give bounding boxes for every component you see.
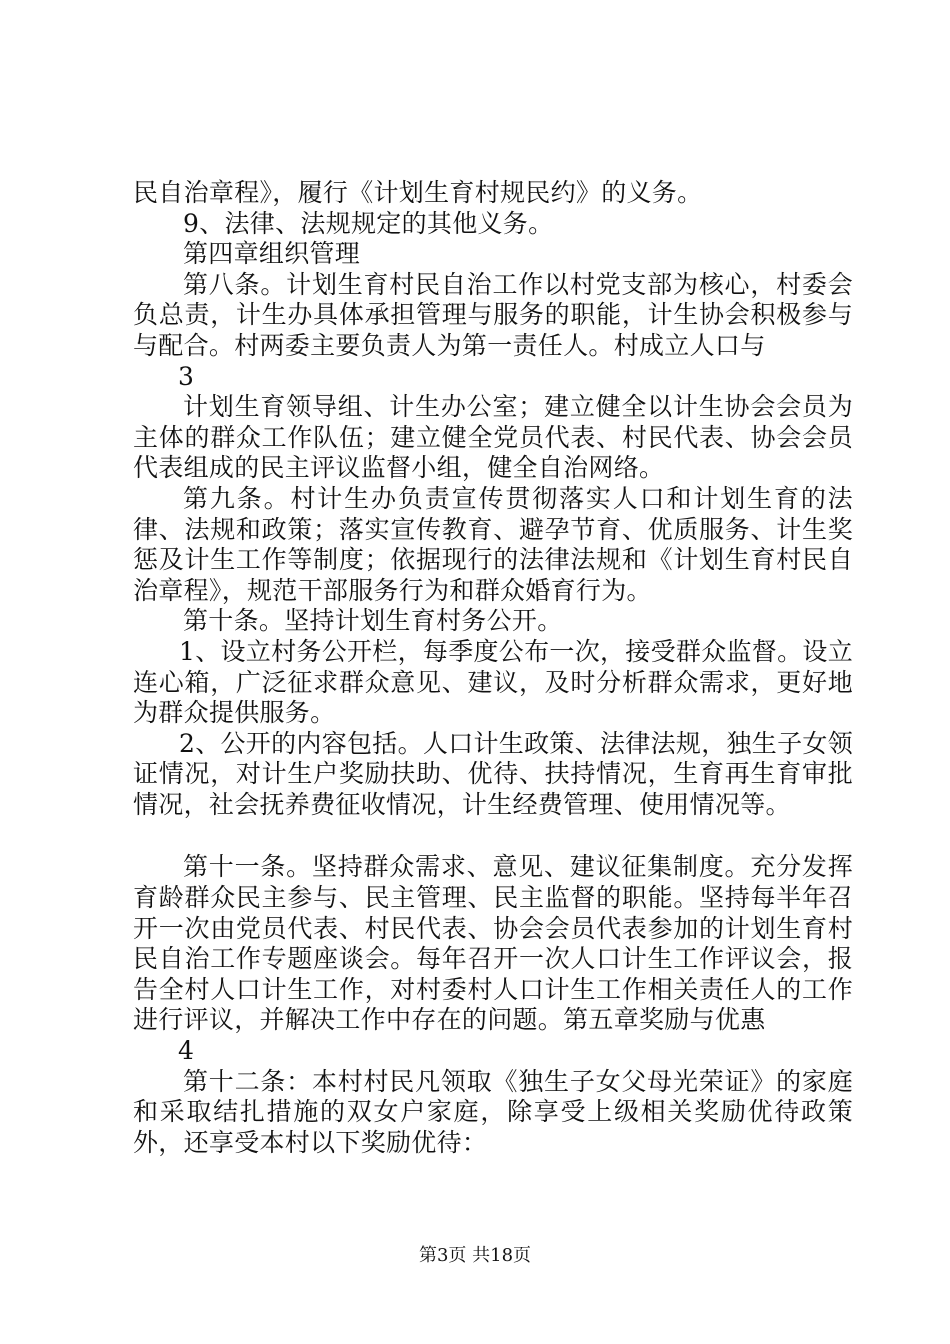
- article-9: 第九条。村计生办负责宣传贯彻落实人口和计划生育的法律、法规和政策；落实宣传教育、避孕节育、优质服务、计生奖惩及计生工作等制度；依据现行的法律法规和《计划生育村民自治章程》，规范干部服务行为和群众婚育行为。: [133, 483, 853, 605]
- article-8: 第八条。计划生育村民自治工作以村党支部为核心，村委会负总责，计生办具体承担管理与服务的职能，计生协会积极参与与配合。村两委主要负责人为第一责任人。村成立人口与: [133, 269, 853, 360]
- paragraph-organization: 计划生育领导组、计生办公室；建立健全以计生协会会员为主体的群众工作队伍；建立健全党员代表、村民代表、协会会员代表组成的民主评议监督小组，健全自治网络。: [133, 392, 853, 483]
- paragraph-item-9: 9、法律、法规规定的其他义务。: [183, 208, 554, 238]
- paragraph-gap: [133, 820, 853, 852]
- document-body: [133, 178, 853, 1158]
- article-10: 第十条。坚持计划生育村务公开。: [183, 606, 563, 636]
- page-footer: 第3页 共18页: [418, 1245, 532, 1266]
- article-12: 第十二条：本村村民凡领取《独生子女父母光荣证》的家庭和采取结扎措施的双女户家庭，除享受上级相关奖励优待政策外，还享受本村以下奖励优待：: [133, 1066, 853, 1157]
- article-10-item-2: 2、公开的内容包括。人口计生政策、法律法规，独生子女领证情况，对计生户奖励扶助、优待、扶持情况，生育再生育审批情况，社会抚养费征收情况，计生经费管理、使用情况等。: [133, 728, 854, 819]
- inline-page-number-4: 4: [178, 1036, 195, 1066]
- article-11: 第十一条。坚持群众需求、意见、建议征集制度。充分发挥育龄群众民主参与、民主管理、民主监督的职能。坚持每半年召开一次由党员代表、村民代表、协会会员代表参加的计划生育村民自治工作专题座谈会。每年召开一次人口计生工作评议会，报告全村人口计生工作，对村委村人口计生工作相关责任人的工作进行评议，并解决工作中存在的问题。第五章奖励与优惠: [133, 852, 853, 1035]
- inline-page-number-3: 3: [178, 361, 195, 391]
- chapter-heading-4: 第四章组织管理: [183, 239, 361, 269]
- article-10-item-1: 1、设立村务公开栏，每季度公布一次，接受群众监督。设立连心箱，广泛征求群众意见、建议，及时分析群众需求，更好地为群众提供服务。: [133, 636, 854, 728]
- paragraph-continuation: 民自治章程》，履行《计划生育村规民约》的义务。: [133, 178, 703, 207]
